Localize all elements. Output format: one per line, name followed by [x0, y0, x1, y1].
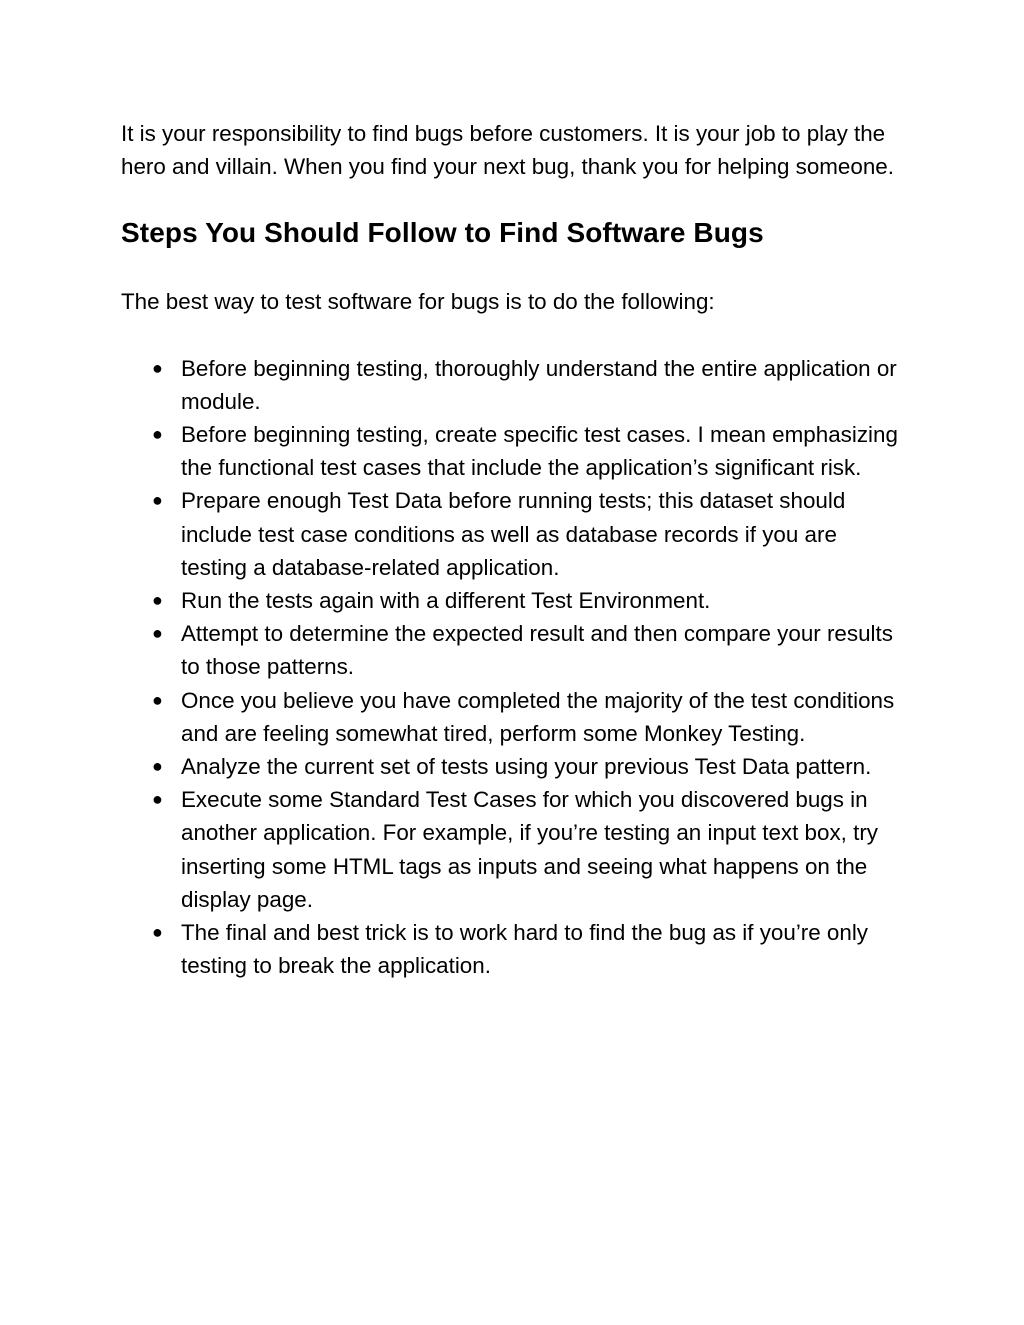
bullet-icon: ●: [152, 756, 163, 777]
intro-paragraph: It is your responsibility to find bugs before customers. It is your job to play the hero and villain. When you find your next bug, thank you for helping someone.: [121, 121, 894, 180]
list-item: [121, 584, 906, 617]
bullet-icon: ●: [152, 623, 163, 644]
document-page: [121, 117, 911, 982]
bullet-icon: ●: [152, 490, 163, 511]
step-text: Run the tests again with a different Test Environment.: [181, 588, 711, 614]
list-item: [121, 750, 906, 783]
list-item: [121, 916, 906, 982]
step-text: Analyze the current set of tests using your previous Test Data pattern.: [181, 754, 872, 780]
step-text: Execute some Standard Test Cases for which you discovered bugs in another application. For example, if you’re testing an input text box, try inserting some HTML tags as inputs and seeing what happens on the display page.: [181, 787, 878, 912]
list-item: [121, 617, 906, 683]
step-text: The final and best trick is to work hard to find the bug as if you’re only testing to break the application.: [181, 920, 869, 979]
step-text: Prepare enough Test Data before running tests; this dataset should include test case conditions as well as database records if you are testing a database-related application.: [181, 488, 846, 580]
list-item: [121, 684, 906, 750]
step-text: Once you believe you have completed the majority of the test conditions and are feeling somewhat tired, perform some Monkey Testing.: [181, 687, 895, 746]
lead-paragraph: The best way to test software for bugs is to do the following:: [121, 289, 715, 315]
list-item: [121, 418, 906, 484]
section-heading: Steps You Should Follow to Find Software Bugs: [121, 217, 764, 249]
list-item: [121, 783, 906, 916]
bullet-icon: ●: [152, 590, 163, 611]
bullet-icon: ●: [152, 689, 163, 710]
bullet-icon: ●: [152, 424, 163, 445]
step-text: Attempt to determine the expected result and then compare your results to those patterns.: [181, 621, 893, 680]
step-text: Before beginning testing, thoroughly understand the entire application or module.: [181, 355, 897, 414]
steps-list: [121, 352, 911, 983]
bullet-icon: ●: [152, 357, 163, 378]
step-text: Before beginning testing, create specific test cases. I mean emphasizing the functional test cases that include the application’s significant risk.: [181, 422, 898, 481]
list-item: [121, 352, 906, 418]
list-item: [121, 484, 906, 584]
bullet-icon: ●: [152, 789, 163, 810]
bullet-icon: ●: [152, 922, 163, 943]
